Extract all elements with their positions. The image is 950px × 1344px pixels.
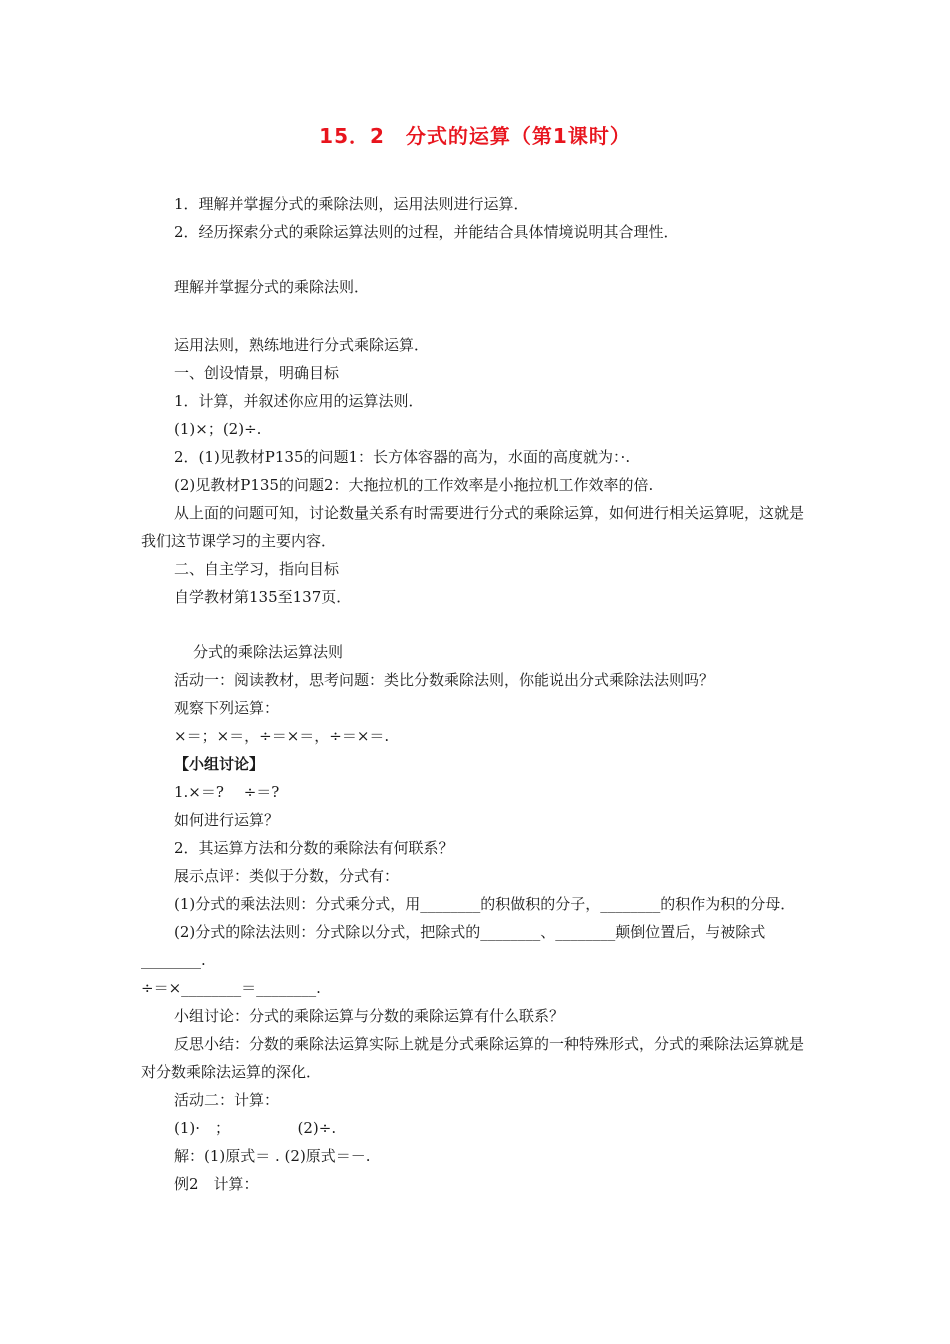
objective-2: 2．经历探索分式的乘除运算法则的过程，并能结合具体情境说明其合理性．	[174, 223, 679, 241]
division-formula: ÷＝×________＝________.	[141, 979, 321, 997]
question-1: 1．计算，并叙述你应用的运算法则．	[174, 392, 424, 410]
observe-label: 观察下列运算：	[174, 699, 280, 717]
discussion-q2: 2．其运算方法和分数的乘除法有何联系？	[174, 839, 454, 857]
question-2-2: (2)见教材P135的问题2：大拖拉机的工作效率是小拖拉机工作效率的倍.	[174, 476, 654, 494]
question-2-1: 2．(1)见教材P135的问题1：长方体容器的高为，水面的高度就为：·.	[174, 448, 631, 466]
multiplication-rule: (1)分式的乘法法则：分式乘分式，用________的积做积的分子，________的积作为积的分母．	[174, 895, 796, 913]
discussion-q1-how: 如何进行运算？	[174, 811, 280, 829]
discussion-q1: 1.×＝? ÷＝?	[174, 783, 280, 801]
self-study-note: 自学教材第135至137页．	[174, 588, 352, 606]
group-discussion-heading: 【小组讨论】	[174, 755, 265, 773]
presentation-comment: 展示点评：类似于分数，分式有：	[174, 867, 400, 885]
topic-heading: 分式的乘除法运算法则	[193, 643, 344, 661]
section-heading-1: 一、创设情景，明确目标	[174, 364, 340, 382]
reflection-summary: 反思小结：分数的乘除法运算实际上就是分式乘除运算的一种特殊形式，分式的乘除法运算就是对分数乘除法运算的深化．	[141, 1035, 805, 1081]
document-body	[141, 190, 813, 1198]
activity-2-items: (1)· ； (2)÷.	[174, 1119, 337, 1137]
division-rule: (2)分式的除法法则：分式除以分式，把除式的________、________颠倒位置后，与被除式________.	[141, 923, 766, 969]
activity-1: 活动一：阅读教材，思考问题：类比分数乘除法则，你能说出分式乘除法法则吗？	[174, 671, 715, 689]
group-discussion-2: 小组讨论：分式的乘除运算与分数的乘除运算有什么联系？	[174, 1007, 565, 1025]
page-title: 15．2 分式的运算（第1课时）	[319, 124, 631, 148]
difficulty-point: 运用法则，熟练地进行分式乘除运算．	[174, 336, 430, 354]
observe-ops: ×＝；×＝，÷＝×＝，÷＝×＝.	[174, 727, 390, 745]
key-point: 理解并掌握分式的乘除法则．	[174, 278, 370, 296]
example-2: 例2 计算：	[174, 1175, 259, 1193]
activity-2-solution: 解：(1)原式＝ . (2)原式＝－.	[174, 1147, 371, 1165]
activity-2: 活动二：计算：	[174, 1091, 280, 1109]
intro-paragraph: 从上面的问题可知，讨论数量关系有时需要进行分式的乘除运算，如何进行相关运算呢，这就是我们这节课学习的主要内容．	[141, 504, 805, 550]
question-1-items: (1)×；(2)÷.	[174, 420, 262, 438]
objective-1: 1．理解并掌握分式的乘除法则，运用法则进行运算．	[174, 195, 529, 213]
section-heading-2: 二、自主学习，指向目标	[174, 560, 340, 578]
